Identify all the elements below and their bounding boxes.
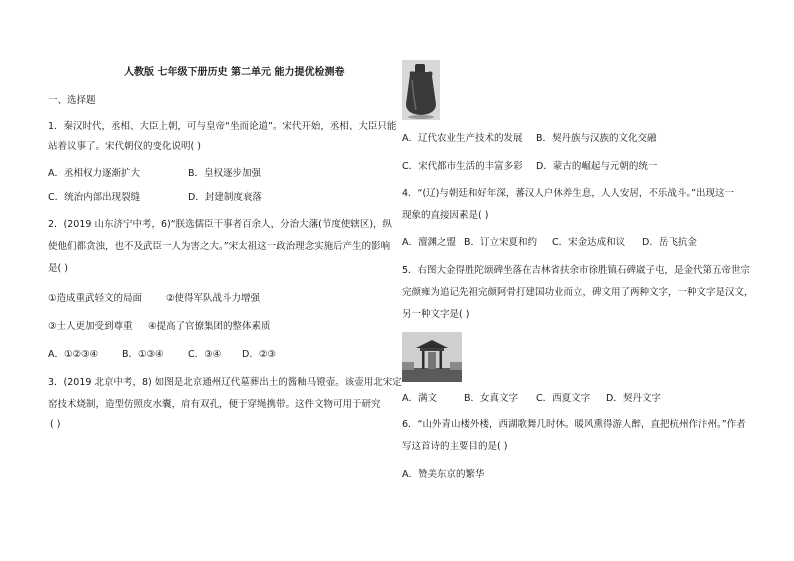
q2-option-a: A．①②③④ [48, 349, 99, 360]
q4-line2: 现象的直接因素是( ) [402, 210, 489, 221]
q4-option-c: C．宋金达成和议 [552, 237, 626, 248]
q3-option-b: B．契丹族与汉族的文化交融 [536, 133, 657, 144]
q2-item-1: ①造成重武轻文的局面 [48, 293, 143, 304]
q1-option-c: C．统治内部出现裂缝 [48, 192, 141, 203]
q3-line2: 窑技术烧制，造型仿照皮水囊，肩有双孔，便于穿绳携带。这件文物可用于研究 [48, 399, 381, 410]
q6-line2: 写这首诗的主要目的是( ) [402, 441, 508, 452]
q2-item-3: ③士人更加受到尊重 [48, 321, 133, 332]
q4-option-a: A．澶渊之盟 [402, 237, 456, 248]
q3-line1: 3．(2019 北京中考，8) 如图是北京通州辽代墓葬出土的酱釉马镫壶。该壶用北宋定 [48, 377, 402, 388]
q2-line3: 是( ) [48, 263, 68, 274]
q5-option-a: A．满文 [402, 393, 437, 404]
q6-line1: 6．“山外青山楼外楼，西湖歌舞几时休。暖风熏得游人醉，直把杭州作汴州。”作者 [402, 419, 746, 430]
jar-photo [402, 60, 440, 120]
q1-option-b: B．皇权逐步加强 [188, 168, 262, 179]
section-heading: 一、选择题 [48, 95, 96, 106]
q2-option-b: B．①③④ [122, 349, 164, 360]
q3-option-d: D．蒙古的崛起与元朝的统一 [536, 161, 658, 172]
q3-option-c: C．宋代都市生活的丰富多彩 [402, 161, 523, 172]
q4-option-b: B．订立宋夏和约 [464, 237, 538, 248]
q4-option-d: D．岳飞抗金 [642, 237, 697, 248]
q5-line2: 完颜雍为追记先祖完颜阿骨打建国功业而立，碑文用了两种文字，一种文字是汉文， [402, 287, 754, 298]
q1-line2: 站着议事了。宋代朝仪的变化说明( ) [48, 141, 201, 152]
q2-line2: 使他们都贪浊，也不及武臣一人为害之大。”宋太祖这一政治理念实施后产生的影响 [48, 241, 391, 252]
q6-option-a: A．赞美东京的繁华 [402, 469, 485, 480]
page-title: 人教版 七年级下册历史 第二单元 能力提优检测卷 [124, 67, 345, 78]
q2-option-d: D．②③ [242, 349, 276, 360]
q4-line1: 4．“(辽)与朝廷和好年深，蕃汉人户休养生息，人人安居，不乐战斗。”出现这一 [402, 188, 735, 199]
q5-option-d: D．契丹文字 [606, 393, 661, 404]
q2-item-4: ④提高了官僚集团的整体素质 [148, 321, 271, 332]
q5-line3: 另一种文字是( ) [402, 309, 470, 320]
q1-line1: 1．秦汉时代，丞相、大臣上朝，可与皇帝“坐而论道”。宋代开始，丞相、大臣只能 [48, 121, 397, 132]
q2-option-c: C．③④ [188, 349, 222, 360]
q5-option-c: C．西夏文字 [536, 393, 591, 404]
q2-line1: 2．(2019 山东济宁中考，6)“朕选儒臣干事者百余人，分治大藩(节度使辖区)，纵 [48, 219, 393, 230]
stele-photo [402, 332, 462, 382]
q1-option-a: A．丞相权力逐渐扩大 [48, 168, 140, 179]
q5-option-b: B．女真文字 [464, 393, 519, 404]
q2-item-2: ②使得军队战斗力增强 [166, 293, 261, 304]
q3-line3: ( ) [50, 419, 61, 430]
q5-line1: 5．右图大金得胜陀颂碑坐落在吉林省扶余市徐胜镇石碑崴子屯，是金代第五帝世宗 [402, 265, 751, 276]
q3-option-a: A．辽代农业生产技术的发展 [402, 133, 523, 144]
q1-option-d: D．封建制度衰落 [188, 192, 262, 203]
